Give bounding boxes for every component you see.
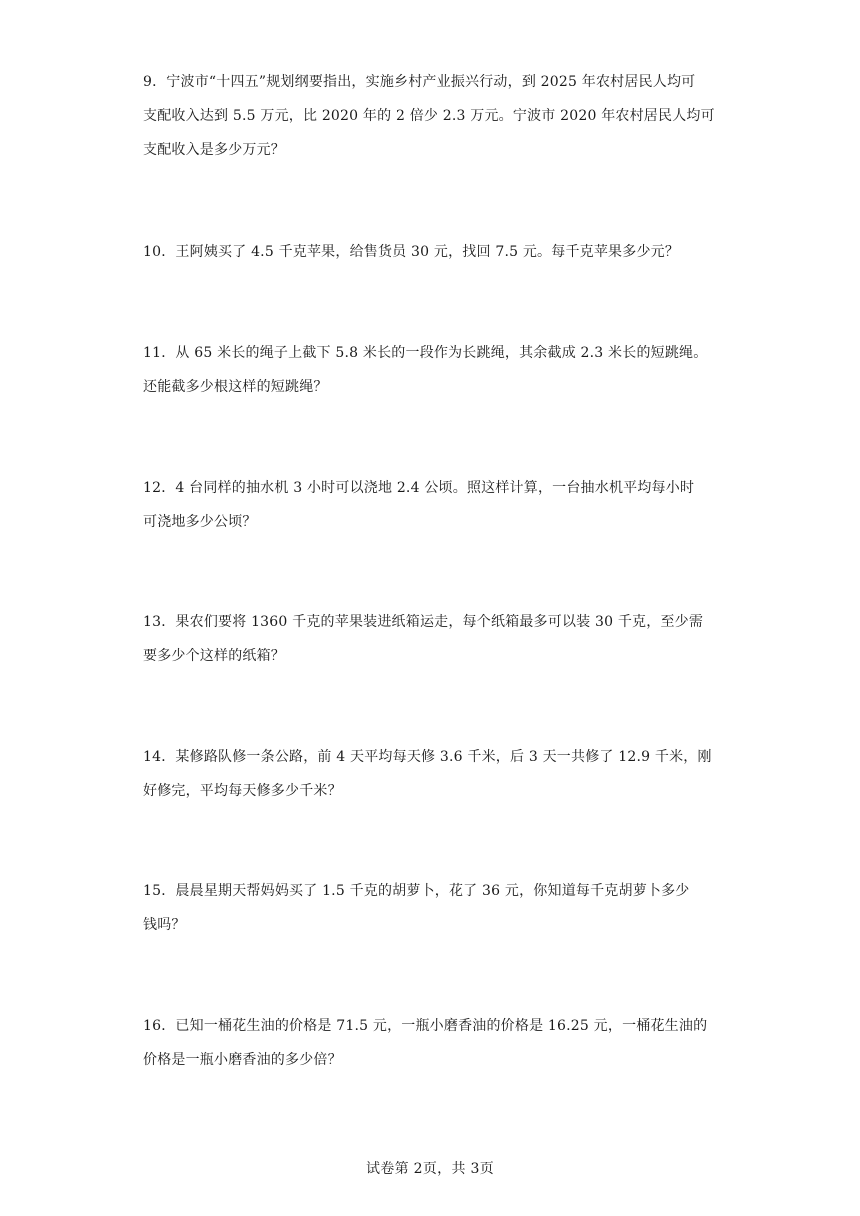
question-16 [143,1009,723,1077]
question-line: 12．4 台同样的抽水机 3 小时可以浇地 2.4 公顷。照这样计算，一台抽水机平均每小时 [143,480,695,496]
question-line: 可浇地多少公顷？ [143,514,257,530]
question-line: 要多少个这样的纸箱？ [143,648,285,664]
question-line: 好修完，平均每天修多少千米？ [143,783,342,799]
question-15 [143,874,723,942]
question-11 [143,336,723,404]
page-footer: 试卷第 2页，共 3页 [365,1161,494,1177]
question-line: 9．宁波市“十四五”规划纲要指出，实施乡村产业振兴行动，到 2025 年农村居民人均可 [143,74,696,90]
question-line: 价格是一瓶小磨香油的多少倍？ [143,1052,342,1068]
question-line: 16．已知一桶花生油的价格是 71.5 元，一瓶小磨香油的价格是 16.25 元，一桶花生油的 [143,1018,708,1034]
question-line: 10．王阿姨买了 4.5 千克苹果，给售货员 30 元，找回 7.5 元。每千克苹果多少元？ [143,244,680,260]
question-line: 支配收入达到 5.5 万元，比 2020 年的 2 倍少 2.3 万元。宁波市 2020 年农村居民人均可 [143,108,715,124]
question-line: 15．晨晨星期天帮妈妈买了 1.5 千克的胡萝卜，花了 36 元，你知道每千克胡萝卜多少 [143,883,690,899]
question-14 [143,740,723,808]
question-line: 13．果农们要将 1360 千克的苹果装进纸箱运走，每个纸箱最多可以装 30 千克，至少需 [143,614,704,630]
question-12 [143,471,723,539]
question-13 [143,605,723,673]
question-9 [143,65,723,167]
question-line: 11．从 65 米长的绳子上截下 5.8 米长的一段作为长跳绳，其余截成 2.3 米长的短跳绳。 [143,345,708,361]
question-10 [143,235,723,269]
question-line: 还能截多少根这样的短跳绳？ [143,379,328,395]
question-line: 支配收入是多少万元？ [143,142,285,158]
question-line: 钱吗？ [143,917,186,933]
question-line: 14．某修路队修一条公路，前 4 天平均每天修 3.6 千米，后 3 天一共修了 12.9 千米，刚 [143,749,712,765]
